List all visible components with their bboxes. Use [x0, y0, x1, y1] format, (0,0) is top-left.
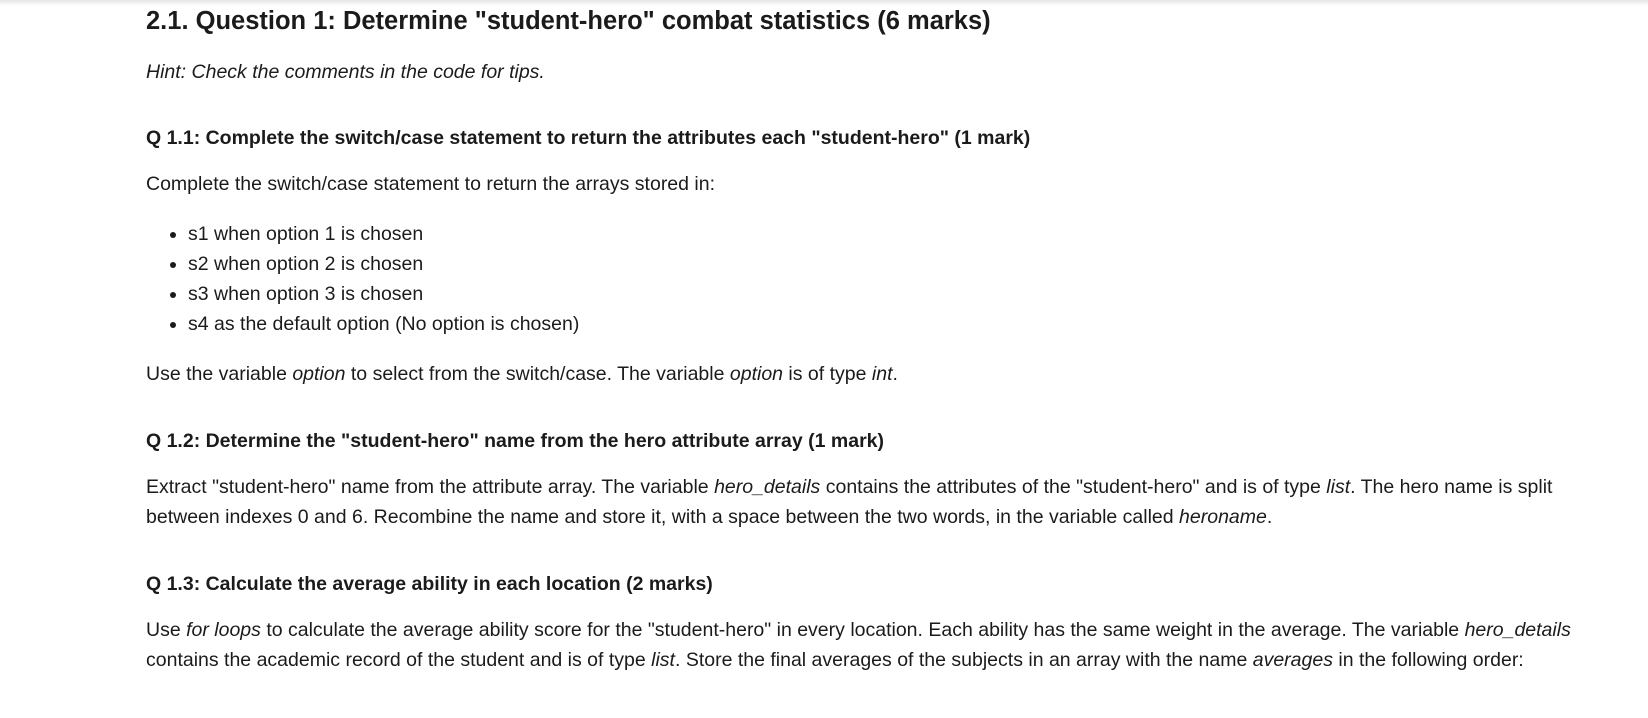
code-variable: hero_details [714, 476, 821, 498]
code-variable: option [292, 363, 346, 385]
code-variable: heroname [1179, 506, 1267, 528]
option-list [146, 219, 1626, 339]
q1-2-text: Extract "student-hero" name from the attribute array. The variable hero_details contains the attributes of the "student-hero" and is of type list. The hero name is split between indexes 0 and 6. Recombine the name and store it, with a space between the two words, in the variable called heroname. [146, 476, 1553, 528]
code-keyword: for loops [186, 619, 261, 641]
q1-3-text: Use for loops to calculate the average ability score for the "student-hero" in every location. Each ability has the same weight in the average. The variable hero_details contains the academic record of the student and is of type list. Store the final averages of the subjects in an array with the name averages in the following order: [146, 619, 1571, 671]
q1-1-intro: Complete the switch/case statement to return the arrays stored in: [146, 173, 716, 195]
q1-1-title: Q 1.1: Complete the switch/case statement to return the attributes each "student-hero" (1 mark) [146, 127, 1031, 149]
q1-2-title: Q 1.2: Determine the "student-hero" name from the hero attribute array (1 mark) [146, 430, 884, 452]
code-variable: averages [1252, 649, 1333, 671]
code-type: int [871, 363, 893, 385]
list-item: • s3 when option 3 is chosen [188, 279, 1626, 309]
section-heading: 2.1. Question 1: Determine "student-hero" combat statistics (6 marks) [146, 7, 991, 35]
code-type: list [651, 649, 675, 671]
list-item: • s4 as the default option (No option is chosen) [188, 309, 1626, 339]
list-item: • s2 when option 2 is chosen [188, 249, 1626, 279]
notebook-markdown-cell [146, 0, 1626, 675]
q1-3-title: Q 1.3: Calculate the average ability in each location (2 marks) [146, 573, 713, 595]
list-item: • s1 when option 1 is chosen [188, 219, 1626, 249]
q1-1-note: Use the variable option to select from the switch/case. The variable option is of type int. [146, 363, 898, 385]
code-variable: hero_details [1464, 619, 1571, 641]
code-variable: option [729, 363, 784, 385]
code-type: list [1326, 476, 1351, 498]
hint-text: Hint: Check the comments in the code for tips. [146, 61, 545, 83]
